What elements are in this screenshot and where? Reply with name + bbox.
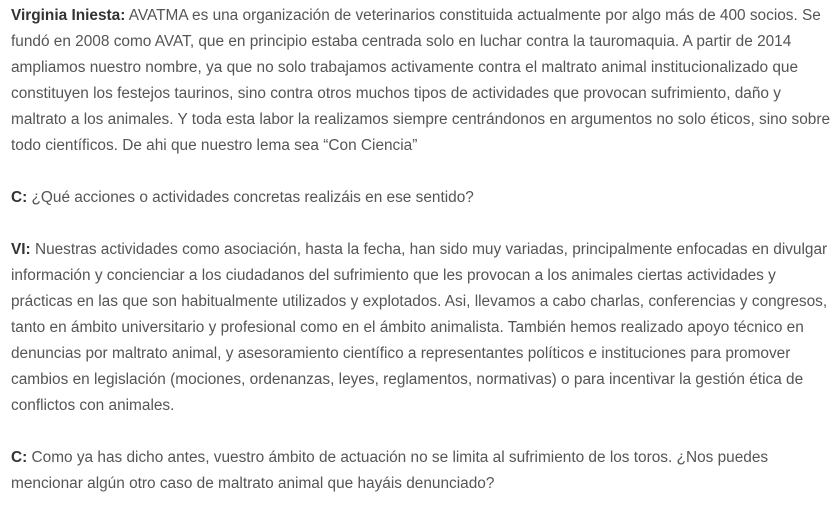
paragraph-text: Como ya has dicho antes, vuestro ámbito de actuación no se limita al sufrimiento de los toros. ¿Nos puedes mencionar algún otro caso de maltrato animal que hayáis denunciado? [11, 449, 769, 492]
speaker-label: C: [11, 189, 28, 206]
paragraph-text: Nuestras actividades como asociación, hasta la fecha, han sido muy variadas, principalmente enfocadas en divulgar información y concienciar a los ciudadanos del sufrimiento que les provocan a los animales ciertas actividades y prácticas en las que son habitualmente utilizados y explotados. Asi, llevamos a cabo charlas, conferencias y congresos, tanto en ámbito universitario y profesional como en el ámbito animalista. También hemos realizado apoyo técnico en denuncias por maltrato animal, y asesoramiento científico a representantes políticos e instituciones para promover cambios en legislación (mociones, ordenanzas, leyes, reglamentos, normativas) o para incentivar la gestión ética de conflictos con animales. [11, 241, 828, 414]
speaker-label: C: [11, 449, 28, 466]
answer-paragraph [11, 3, 833, 159]
interview-article [11, 3, 833, 523]
answer-paragraph [11, 237, 833, 419]
speaker-label: VI: [11, 241, 31, 258]
paragraph-text: ¿Qué acciones o actividades concretas realizáis en ese sentido? [27, 189, 474, 206]
paragraph-text: AVATMA es una organización de veterinarios constituida actualmente por algo más de 400 socios. Se fundó en 2008 como AVAT, que en principio estaba centrada solo en luchar contra la tauromaquia. A partir de 2014 ampliamos nuestro nombre, ya que no solo trabajamos activamente contra el maltrato animal institucionalizado que constituyen los festejos taurinos, sino contra otros muchos tipos de actividades que provocan sufrimiento, daño y maltrato a los animales. Y toda esta labor la realizamos siempre centrándonos en argumentos no solo éticos, sino sobre todo científicos. De ahi que nuestro lema sea “Con Ciencia” [11, 7, 831, 154]
speaker-label: Virginia Iniesta: [11, 7, 126, 24]
question-paragraph [11, 185, 833, 211]
question-paragraph [11, 445, 833, 497]
